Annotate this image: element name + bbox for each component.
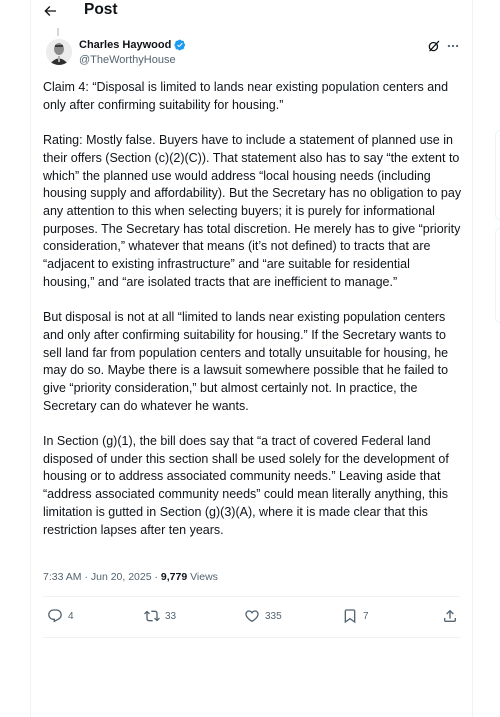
back-button[interactable] (40, 1, 60, 21)
grok-button[interactable] (427, 39, 441, 53)
avatar[interactable] (46, 39, 72, 65)
post-header (30, 0, 473, 22)
sidebar-card-edge (495, 228, 500, 323)
post-metadata (43, 571, 218, 583)
more-options-button[interactable] (446, 39, 460, 53)
arrow-left-icon (42, 3, 58, 19)
page-title: Post (84, 1, 118, 18)
reply-icon (47, 608, 63, 624)
share-button[interactable] (442, 606, 458, 626)
thread-connector-line (57, 28, 59, 36)
like-button[interactable] (244, 606, 282, 626)
reply-count: 4 (68, 610, 74, 622)
verified-badge-icon (174, 39, 186, 51)
author-name[interactable] (79, 39, 186, 51)
more-dots-icon (446, 39, 460, 53)
post-actions-bar (43, 606, 460, 626)
post-paragraph: Claim 4: “Disposal is limited to lands near existing population centers and only after confirming suitability for housing.” (43, 80, 449, 112)
author-name-text: Charles Haywood (79, 39, 172, 51)
repost-count: 33 (165, 610, 177, 622)
post-paragraph: Rating: Mostly false. Buyers have to include a statement of planned use in their offers (Section (c)(2)(C)). That statement also has to say “the extent to which” the planned use would address “local housing needs (including housing supply and affordability). But the Secretary has no obligation to pay any attention to this when selecting buyers; it is purely for informational purposes. The Secretary has total discretion. He merely has to give “priority consideration,” whatever that means (it’s not defined) to tracts that are “adjacent to existing infrastructure” and “are suitable for residential housing,” and “are isolated tracts that are inefficient to manage.” (43, 133, 462, 289)
divider (43, 596, 460, 597)
views-label: Views (187, 571, 218, 583)
divider (43, 637, 460, 638)
grok-icon (427, 39, 441, 53)
repost-button[interactable] (144, 606, 176, 626)
repost-icon (144, 608, 160, 624)
post-paragraph: But disposal is not at all “limited to lands near existing population centers and only after confirming suitability for housing.” If the Secretary wants to sell land far from population centers and totally unsuitable for housing, he may do so. Maybe there is a lawsuit somewhere possible that he failed to give “priority consideration,” but almost certainly not. In practice, the Secretary can do whatever he wants. (43, 310, 449, 413)
post-paragraph: In Section (g)(1), the bill does say that “a tract of covered Federal land disposed of under this section shall be used solely for the development of housing or to address associated community needs.” Leaving aside that “address associated community needs” could mean literally anything, this limitation is gutted in Section (g)(3)(A), where it is made clear that this restriction lapses after ten years. (43, 434, 449, 537)
sidebar-card-edge (495, 130, 500, 220)
post-timestamp[interactable]: 7:33 AM · Jun 20, 2025 · (43, 571, 161, 583)
views-count: 9,779 (160, 571, 188, 583)
bookmark-icon (342, 608, 358, 624)
heart-icon (244, 608, 260, 624)
bookmark-count: 7 (363, 610, 369, 622)
reply-button[interactable] (47, 606, 74, 626)
like-count: 335 (265, 610, 282, 622)
author-handle[interactable]: @TheWorthyHouse (79, 54, 176, 66)
share-icon (442, 608, 458, 624)
bookmark-button[interactable] (342, 606, 369, 626)
post-body (43, 79, 463, 557)
author-portrait (46, 39, 72, 65)
